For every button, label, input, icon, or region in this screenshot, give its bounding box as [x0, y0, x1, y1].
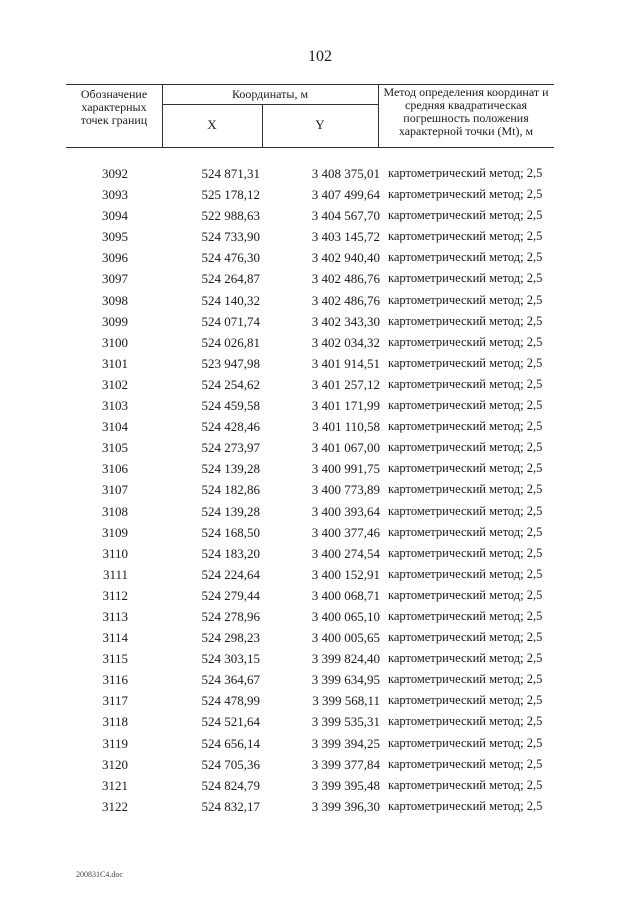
method-cell: картометрический метод; 2,5 [388, 608, 543, 623]
header-coordinates: Координаты, м [231, 87, 309, 101]
table-header [66, 84, 554, 148]
method-cell: картометрический метод; 2,5 [388, 693, 543, 708]
coord-y: 3 400 274,54 [311, 545, 380, 561]
coord-y: 3 399 634,95 [311, 672, 380, 688]
point-number: 3096 [102, 250, 128, 266]
coord-y: 3 400 005,65 [311, 630, 380, 646]
coord-x: 524 254,62 [201, 376, 260, 392]
coord-y: 3 402 343,30 [311, 313, 380, 329]
table-row [0, 546, 640, 567]
coord-y: 3 401 067,00 [311, 440, 380, 456]
point-number: 3095 [102, 229, 128, 245]
table-row [0, 208, 640, 229]
method-cell: картометрический метод; 2,5 [388, 398, 543, 413]
point-number: 3100 [102, 334, 128, 350]
header-x: X [207, 117, 217, 132]
point-number: 3094 [102, 208, 128, 224]
point-number: 3113 [102, 608, 128, 624]
table-row [0, 271, 640, 292]
point-number: 3117 [102, 693, 128, 709]
method-cell: картометрический метод; 2,5 [388, 545, 543, 560]
coord-x: 524 824,79 [201, 777, 260, 793]
method-cell: картометрический метод; 2,5 [388, 229, 543, 244]
point-number: 3093 [102, 187, 128, 203]
coord-x: 524 478,99 [201, 693, 260, 709]
table-body [0, 166, 640, 820]
coord-x: 524 278,96 [201, 608, 260, 624]
table-row [0, 799, 640, 820]
coord-x: 524 871,31 [201, 166, 260, 181]
table-row [0, 187, 640, 208]
table-row [0, 630, 640, 651]
method-cell: картометрический метод; 2,5 [388, 461, 543, 476]
point-number: 3097 [102, 271, 128, 287]
method-cell: картометрический метод; 2,5 [388, 798, 543, 813]
coord-y: 3 399 396,30 [311, 798, 380, 814]
coord-y: 3 403 145,72 [311, 229, 380, 245]
point-number: 3116 [102, 672, 128, 688]
coord-y: 3 401 110,58 [312, 419, 380, 435]
method-cell: картометрический метод; 2,5 [388, 440, 543, 455]
coord-x: 524 364,67 [201, 672, 260, 688]
coord-y: 3 400 065,10 [311, 608, 380, 624]
table-row [0, 482, 640, 503]
coord-x: 524 026,81 [201, 334, 260, 350]
table-row [0, 293, 640, 314]
coord-x: 524 168,50 [201, 524, 260, 540]
point-number: 3092 [102, 166, 128, 181]
point-number: 3098 [102, 292, 128, 308]
point-number: 3112 [102, 587, 128, 603]
coord-y: 3 402 486,76 [311, 271, 380, 287]
coord-x: 524 224,64 [201, 566, 260, 582]
point-number: 3106 [102, 461, 128, 477]
coord-y: 3 401 257,12 [311, 376, 380, 392]
method-cell: картометрический метод; 2,5 [388, 166, 543, 180]
coord-y: 3 399 377,84 [311, 756, 380, 772]
table-row [0, 588, 640, 609]
coord-x: 523 947,98 [201, 355, 260, 371]
coords-subheader-rule [162, 104, 378, 105]
method-cell: картометрический метод; 2,5 [388, 292, 543, 307]
table-row [0, 419, 640, 440]
coord-y: 3 399 394,25 [311, 735, 380, 751]
coord-x: 524 705,36 [201, 756, 260, 772]
coord-x: 524 139,28 [201, 461, 260, 477]
coord-x: 524 303,15 [201, 651, 260, 667]
method-cell: картометрический метод; 2,5 [388, 187, 543, 202]
point-number: 3103 [102, 398, 128, 414]
coord-y: 3 400 377,46 [311, 524, 380, 540]
point-number: 3107 [102, 482, 128, 498]
point-number: 3108 [102, 503, 128, 519]
coord-y: 3 400 773,89 [311, 482, 380, 498]
table-row [0, 166, 640, 187]
method-cell: картометрический метод; 2,5 [388, 355, 543, 370]
table-row [0, 651, 640, 672]
method-cell: картометрический метод; 2,5 [388, 503, 543, 518]
table-row [0, 736, 640, 757]
table-row [0, 250, 640, 271]
header-method: Метод определения координат и средняя квадратическая погрешность положения характерной точки (Mt), м [383, 85, 549, 138]
coord-x: 524 279,44 [201, 587, 260, 603]
point-number: 3099 [102, 313, 128, 329]
coord-x: 524 832,17 [201, 798, 260, 814]
coord-y: 3 400 393,64 [311, 503, 380, 519]
coord-x: 524 183,20 [201, 545, 260, 561]
coord-x: 524 459,58 [201, 398, 260, 414]
method-cell: картометрический метод; 2,5 [388, 419, 543, 434]
coord-y: 3 404 567,70 [311, 208, 380, 224]
footer-filename: 200831C4.doc [76, 870, 123, 879]
coord-x: 524 656,14 [201, 735, 260, 751]
table-row [0, 398, 640, 419]
method-cell: картометрический метод; 2,5 [388, 672, 543, 687]
table-row [0, 314, 640, 335]
method-cell: картометрический метод; 2,5 [388, 566, 543, 581]
coord-y: 3 400 152,91 [311, 566, 380, 582]
point-number: 3122 [102, 798, 128, 814]
point-number: 3121 [102, 777, 128, 793]
coord-y: 3 400 068,71 [311, 587, 380, 603]
method-cell: картометрический метод; 2,5 [388, 524, 543, 539]
method-cell: картометрический метод; 2,5 [388, 777, 543, 792]
method-cell: картометрический метод; 2,5 [388, 735, 543, 750]
coord-x: 524 140,32 [201, 292, 260, 308]
coord-x: 524 182,86 [201, 482, 260, 498]
point-number: 3119 [102, 735, 128, 751]
method-cell: картометрический метод; 2,5 [388, 313, 543, 328]
coord-y: 3 400 991,75 [311, 461, 380, 477]
point-number: 3120 [102, 756, 128, 772]
table-row [0, 609, 640, 630]
point-number: 3109 [102, 524, 128, 540]
coord-x: 524 071,74 [201, 313, 260, 329]
method-cell: картометрический метод; 2,5 [388, 208, 543, 223]
table-row [0, 356, 640, 377]
coord-y: 3 399 535,31 [311, 714, 380, 730]
table-row [0, 525, 640, 546]
point-number: 3105 [102, 440, 128, 456]
table-row [0, 757, 640, 778]
coord-x: 524 733,90 [201, 229, 260, 245]
point-number: 3101 [102, 355, 128, 371]
table-row [0, 377, 640, 398]
point-number: 3102 [102, 376, 128, 392]
table-row [0, 567, 640, 588]
coord-y: 3 401 171,99 [311, 398, 380, 414]
point-number: 3118 [102, 714, 128, 730]
method-cell: картометрический метод; 2,5 [388, 587, 543, 602]
coord-x: 524 273,97 [201, 440, 260, 456]
table-row [0, 504, 640, 525]
coord-x: 524 139,28 [201, 503, 260, 519]
table-row [0, 672, 640, 693]
method-cell: картометрический метод; 2,5 [388, 630, 543, 645]
coord-y: 3 399 395,48 [311, 777, 380, 793]
coord-y: 3 399 568,11 [312, 693, 380, 709]
header-y: Y [315, 117, 325, 132]
method-cell: картометрический метод; 2,5 [388, 714, 543, 729]
coord-y: 3 399 824,40 [311, 651, 380, 667]
point-number: 3111 [102, 566, 128, 582]
table-row [0, 461, 640, 482]
page-number: 102 [308, 48, 332, 65]
point-number: 3114 [102, 630, 128, 646]
point-number: 3110 [102, 545, 128, 561]
table-row [0, 778, 640, 799]
coord-y: 3 402 034,32 [311, 334, 380, 350]
coord-y: 3 401 914,51 [311, 355, 380, 371]
coord-x: 524 476,30 [201, 250, 260, 266]
coord-x: 524 264,87 [201, 271, 260, 287]
method-cell: картометрический метод; 2,5 [388, 334, 543, 349]
coord-x: 524 298,23 [201, 630, 260, 646]
header-bottom-rule [66, 147, 554, 148]
coord-y: 3 402 940,40 [311, 250, 380, 266]
header-point-designation: Обозначение характерных точек границ [80, 87, 148, 127]
coord-x: 525 178,12 [201, 187, 260, 203]
method-cell: картометрический метод; 2,5 [388, 756, 543, 771]
table-row [0, 440, 640, 461]
coord-y: 3 402 486,76 [311, 292, 380, 308]
point-number: 3115 [102, 651, 128, 667]
table-row [0, 714, 640, 735]
method-cell: картометрический метод; 2,5 [388, 376, 543, 391]
coord-x: 522 988,63 [201, 208, 260, 224]
coord-y: 3 407 499,64 [311, 187, 380, 203]
point-number: 3104 [102, 419, 128, 435]
table-row [0, 693, 640, 714]
coord-x: 524 428,46 [201, 419, 260, 435]
coord-y: 3 408 375,01 [311, 166, 380, 181]
method-cell: картометрический метод; 2,5 [388, 482, 543, 497]
method-cell: картометрический метод; 2,5 [388, 271, 543, 286]
method-cell: картометрический метод; 2,5 [388, 250, 543, 265]
table-row [0, 229, 640, 250]
method-cell: картометрический метод; 2,5 [388, 651, 543, 666]
coord-x: 524 521,64 [201, 714, 260, 730]
table-row [0, 335, 640, 356]
